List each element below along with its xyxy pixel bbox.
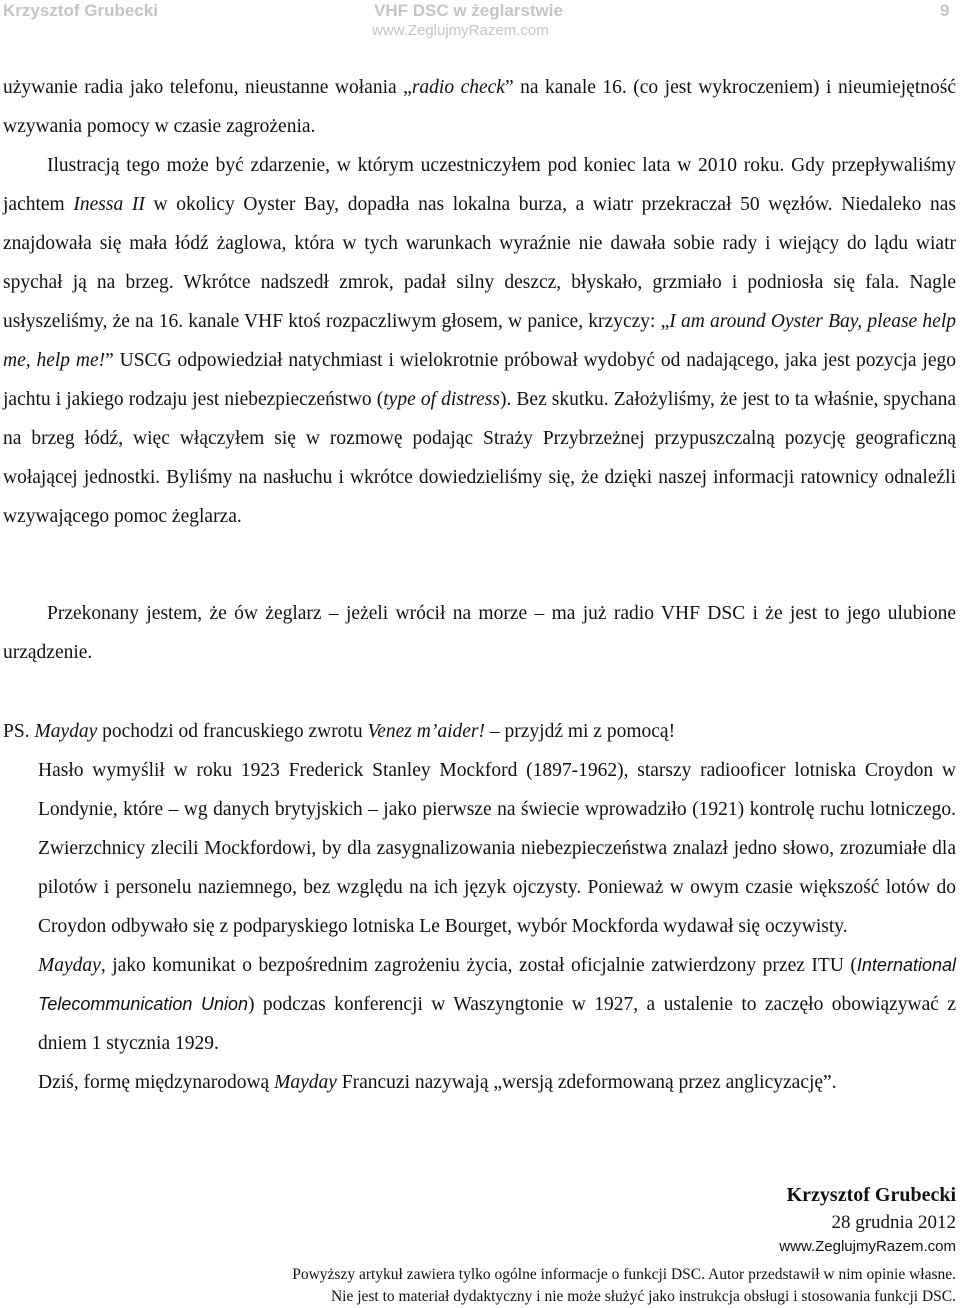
italic-text: Mayday [34,721,98,742]
text-run: Dziś, formę międzynarodową [38,1072,275,1093]
italic-text: International Telecommunication Union [38,955,956,1014]
signature-date: 28 grudnia 2012 [831,1212,956,1233]
text-run: pochodzi od francuskiego zwrotu [97,721,368,742]
italic-text: Venez m’aider! [367,721,485,742]
text-run: ) podczas konferencji w Waszyngtonie w 1927, a ustalenie to zaczęło obowiązywać z dniem 1 stycznia 1929. [38,994,957,1054]
paragraph-intro [3,68,956,146]
italic-text: I am around Oyster Bay, please help me, help me! [3,311,956,371]
text-run: używanie radia jako telefonu, nieustanne wołania „ [3,77,412,98]
postscript-history [3,751,956,946]
disclaimer-line-2: Nie jest to materiał dydaktyczny i nie może służyć jako instrukcja obsługi i stosowania funkcji DSC. [330,1288,956,1305]
signature-url: www.ZeglujmyRazem.com [779,1238,956,1255]
signature-block [779,1180,956,1258]
text-run: Hasło wymyślił w roku 1923 Frederick Stanley Mockford (1897-1962), starszy radiooficer lotniska Croydon w Londynie, które – wg danych brytyjskich – jako pierwsze na świecie wprowadziło (1921) kontrolę ruchu lotniczego. Zwierzchnicy zlecili Mockfordowi, by dla zasygnalizowania niebezpieczeństwa znalazł jedno słowo, zrozumiałe dla pilotów i personelu naziemnego, bez względu na ich język ojczysty. Ponieważ w owym czasie większość lotów do Croydon odbywało się z podparyskiego lotniska Le Bourget, wybór Mockforda wydawał się oczywisty. [38,760,956,937]
postscript-french [3,1063,956,1102]
text-run: Francuzi nazywają „wersją zdeformowaną przez anglicyzację”. [336,1072,837,1093]
postscript-itu [3,946,956,1063]
signature-name: Krzysztof Grubecki [786,1184,956,1206]
text-run: w okolicy Oyster Bay, dopadła nas lokalna burza, a wiatr przekraczał 50 węzłów. Niedaleko nas znajdowała się mała łódź żaglowa, która w tych warunkach wyraźnie nie dawała sobie rady i wiejący do lądu wiatr spychał ją na brzeg. Wkrótce nadszedł zmrok, padał silny deszcz, błyskało, grzmiało i podniosła się fala. Nagle usłyszeliśmy, że na 16. kanale VHF ktoś rozpaczliwym głosem, w panice, krzyczy: „ [3,194,956,332]
italic-text: Mayday [274,1072,337,1093]
text-run: ” na kanale 16. (co jest wykroczeniem) i nieumiejętność wzywania pomocy w czasie zagrożenia. [3,77,956,137]
disclaimer-footer [292,1264,956,1308]
postscript-heading [3,712,956,751]
paragraph-conclusion [3,594,956,672]
header-url: www.ZeglujmyRazem.com [372,22,549,39]
italic-text: Mayday [38,955,101,976]
text-run: ” USCG odpowiedział natychmiast i wielokrotnie próbował wydobyć od nadającego, jaka jest pozycja jego jachtu i jakiego rodzaju jest niebezpieczeństwo ( [3,350,956,410]
disclaimer-line-1: Powyższy artykuł zawiera tylko ogólne informacje o funkcji DSC. Autor przedstawił w nim opinie własne. [292,1266,956,1283]
italic-text: type of distress [383,389,500,410]
page-number: 9 [940,1,950,20]
text-run: ). Bez skutku. Założyliśmy, że jest to ta właśnie, spychana na brzeg łódź, więc włączyłem się w rozmowę podając Straży Przybrzeżnej przypuszczalną pozycję geograficzną wołającej jednostki. Byliśmy na nasłuchu i wkrótce dowiedzieliśmy się, że dzięki naszej informacji ratownicy odnaleźli wzywającego pomoc żeglarza. [3,389,956,527]
text-run: Ilustracją tego może być zdarzenie, w którym uczestniczyłem pod koniec lata w 2010 roku. Gdy przepływaliśmy jachtem [3,155,956,215]
text-run: Przekonany jestem, że ów żeglarz – jeżeli wrócił na morze – ma już radio VHF DSC i że jest to jego ulubione urządzenie. [3,603,956,663]
text-run: PS. [3,721,35,742]
header-author: Krzysztof Grubecki [3,1,158,20]
text-run: , jako komunikat o bezpośrednim zagrożeniu życia, został oficjalnie zatwierdzony przez ITU ( [100,955,857,976]
header-title: VHF DSC w żeglarstwie [374,1,563,20]
italic-text: Inessa II [73,194,145,215]
postscript [3,712,956,1102]
paragraph-story [3,146,956,536]
page-header [0,0,960,50]
text-run: – przyjdź mi z pomocą! [485,721,676,742]
italic-text: radio check [411,77,505,98]
